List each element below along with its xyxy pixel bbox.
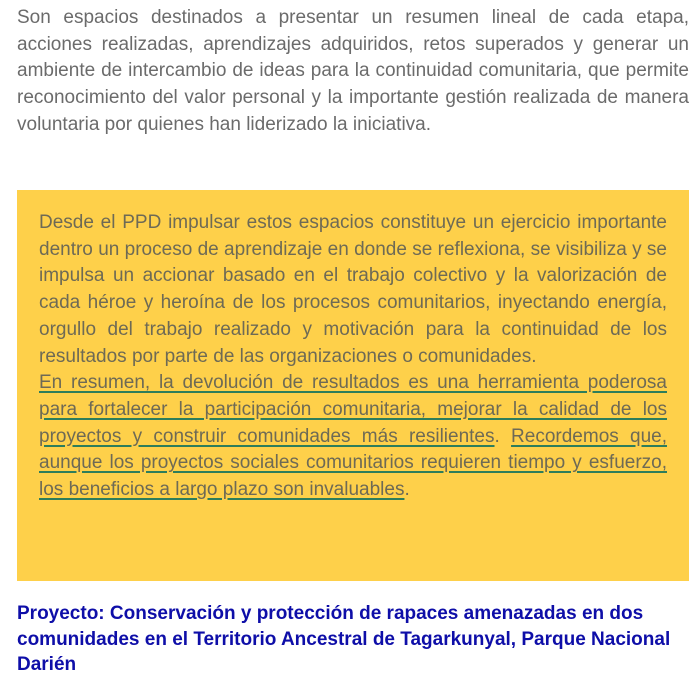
project-heading: Proyecto: Conservación y protección de rapaces amenazadas en dos comunidades en el Territorio Ancestral de Tagarkunyal, Parque Nacional Darién: [17, 603, 671, 675]
callout-paragraph: [39, 210, 667, 504]
highlight-callout-box: [17, 190, 689, 581]
intro-paragraph: Son espacios destinados a presentar un resumen lineal de cada etapa, acciones realizadas, aprendizajes adquiridos, retos superados y generar un ambiente de intercambio de ideas para la continuidad comunitaria, que permite reconocimiento del valor personal y la importante gestión realizada de manera voluntaria por quienes han liderizado la iniciativa.: [17, 7, 689, 135]
callout-ppd-text: Desde el PPD impulsar estos espacios constituye un ejercicio importante dentro un proceso de aprendizaje en donde se reflexiona, se visibiliza y se impulsa un accionar basado en el trabajo colectivo y la valorización de cada héroe y heroína de los procesos comunitarios, inyectando energía, orgullo del trabajo realizado y motivación para la continuidad de los resultados por parte de las organizaciones o comunidades.: [39, 212, 667, 367]
summary-underlined-text-2: Recordemos que, aunque los proyectos sociales comunitarios requieren tiempo y esfuerzo, los beneficios a largo plazo son invaluables: [39, 425, 667, 501]
summary-end-period: .: [404, 479, 410, 501]
summary-underlined-text: En resumen, la devolución de resultados es una herramienta poderosa para fortalecer la participación comunitaria, mejorar la calidad de los proyectos y construir comunidades más resilientes: [39, 372, 667, 447]
summary-separator: .: [494, 425, 512, 447]
